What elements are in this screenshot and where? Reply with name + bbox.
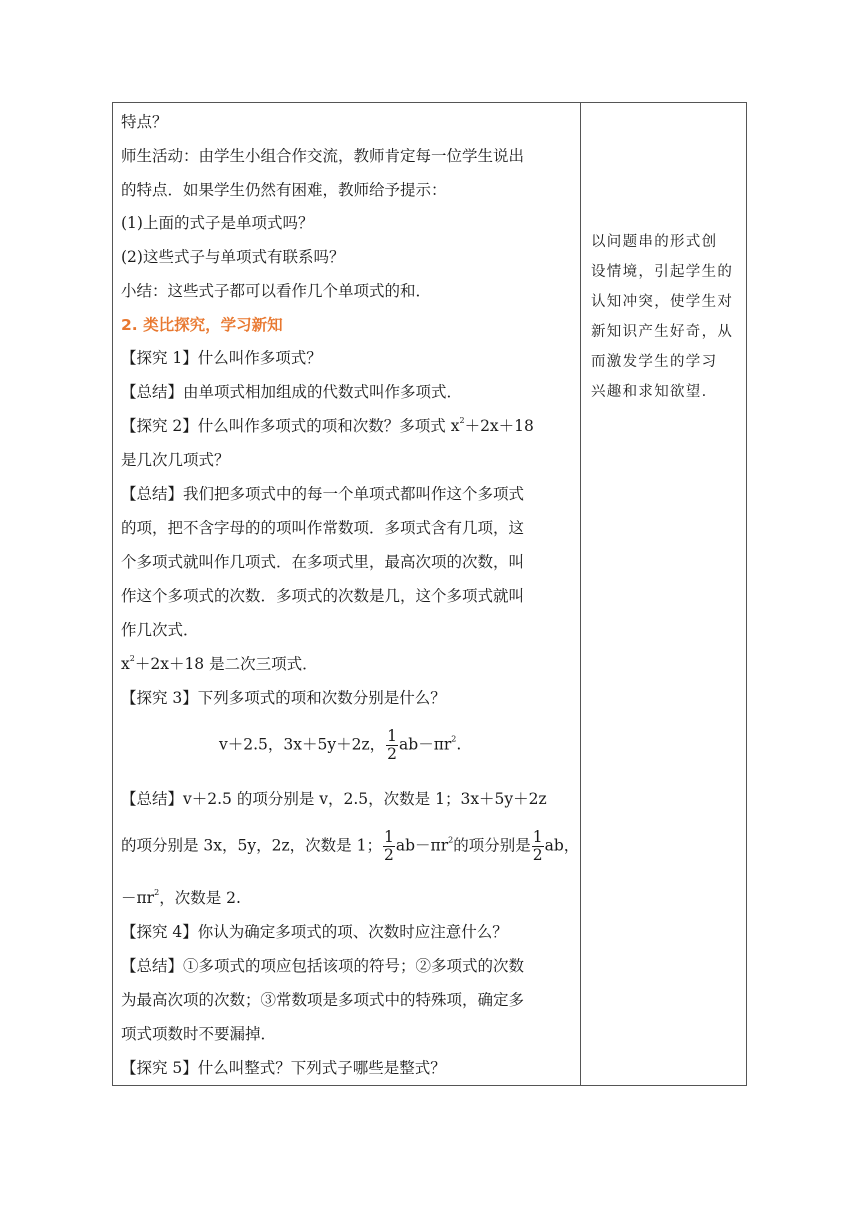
- text-line: 个多项式就叫作几项式．在多项式里，最高次项的次数，叫: [121, 553, 525, 571]
- superscript: 2: [459, 416, 465, 425]
- note-line: 兴趣和求知欲望.: [591, 384, 708, 400]
- text-line: [121, 829, 579, 864]
- text-line: 师生活动：由学生小组合作交流，教师肯定每一位学生说出: [121, 147, 525, 165]
- numerator: 1: [383, 828, 394, 846]
- text-line: 的特点．如果学生仍然有困难，教师给予提示：: [121, 181, 447, 199]
- text-line: 【探究 1】什么叫作多项式？: [121, 349, 322, 367]
- text-line: 作这个多项式的次数．多项式的次数是几，这个多项式就叫: [121, 587, 525, 605]
- superscript: 2: [129, 654, 135, 663]
- superscript: 2: [448, 835, 454, 845]
- text-line: 小结：这些式子都可以看作几个单项式的和．: [121, 282, 432, 300]
- text-line: 【总结】由单项式相加组成的代数式叫作多项式．: [121, 383, 463, 401]
- text-line: 【总结】v＋2.5 的项分别是 v，2.5，次数是 1；3x＋5y＋2z: [121, 790, 547, 808]
- text-line: 【总结】我们把多项式中的每一个单项式都叫作这个多项式: [121, 485, 525, 503]
- text-run: x: [121, 655, 130, 673]
- note-line: 认知冲突，使学生对: [591, 294, 734, 310]
- text-line: 是几次几项式？: [121, 451, 230, 469]
- text-run: 的项分别是: [453, 836, 531, 855]
- text-run: ab，: [544, 836, 580, 855]
- note-line: 新知识产生好奇，从: [591, 324, 734, 340]
- note-line: 而激发学生的学习: [591, 354, 718, 370]
- column-divider: [580, 103, 581, 1085]
- fraction: [383, 829, 395, 864]
- text-line: 为最高次项的次数；③常数项是多项式中的特殊项，确定多: [121, 991, 525, 1009]
- text-run: 【探究 2】什么叫作多项式的项和次数？多项式 x: [121, 417, 460, 435]
- denominator: 2: [532, 846, 543, 864]
- text-line: 作几次式．: [121, 621, 199, 639]
- text-line: 【探究 3】下列多项式的项和次数分别是什么？: [121, 689, 446, 707]
- text-line: 的项，把不含字母的的项叫作常数项．多项式含有几项，这: [121, 519, 525, 537]
- text-line: [121, 654, 318, 674]
- text-line: 【总结】①多项式的项应包括该项的符号；②多项式的次数: [121, 957, 525, 975]
- text-run: ＋2x＋18 是二次三项式．: [134, 655, 318, 673]
- text-run: ，次数是 2.: [159, 889, 241, 907]
- text-run: －πr: [121, 889, 155, 907]
- text-run: v＋2.5，3x＋5y＋2z，: [219, 735, 386, 754]
- text-run: ＋2x＋18: [464, 417, 534, 435]
- lesson-table: [112, 102, 747, 1086]
- note-line: 设情境，引起学生的: [591, 264, 734, 280]
- numerator: 1: [387, 727, 398, 745]
- text-line: 特点？: [121, 113, 168, 131]
- denominator: 2: [387, 745, 398, 763]
- text-line: (2)这些式子与单项式有联系吗？: [121, 248, 345, 266]
- numerator: 1: [532, 828, 543, 846]
- text-line: (1)上面的式子是单项式吗？: [121, 214, 314, 232]
- text-run: ab－πr: [399, 735, 452, 754]
- text-line: [121, 888, 241, 908]
- text-line: [121, 416, 534, 436]
- fraction: [532, 829, 544, 864]
- text-run: 的项分别是 3x，5y，2z，次数是 1；: [121, 836, 382, 855]
- formula-line: [219, 728, 461, 763]
- denominator: 2: [383, 846, 394, 864]
- text-line: 【探究 5】什么叫整式？下列式子哪些是整式？: [121, 1059, 446, 1077]
- superscript: 2: [451, 734, 457, 744]
- note-line: 以问题串的形式创: [591, 234, 718, 250]
- text-run: ab－πr: [395, 836, 449, 855]
- text-line: 【探究 4】你认为确定多项式的项、次数时应注意什么？: [121, 923, 508, 941]
- section-heading: 2. 类比探究，学习新知: [121, 316, 283, 334]
- fraction: [386, 728, 398, 763]
- text-run: .: [456, 735, 462, 754]
- text-line: 项式项数时不要漏掉．: [121, 1025, 277, 1043]
- superscript: 2: [154, 888, 160, 897]
